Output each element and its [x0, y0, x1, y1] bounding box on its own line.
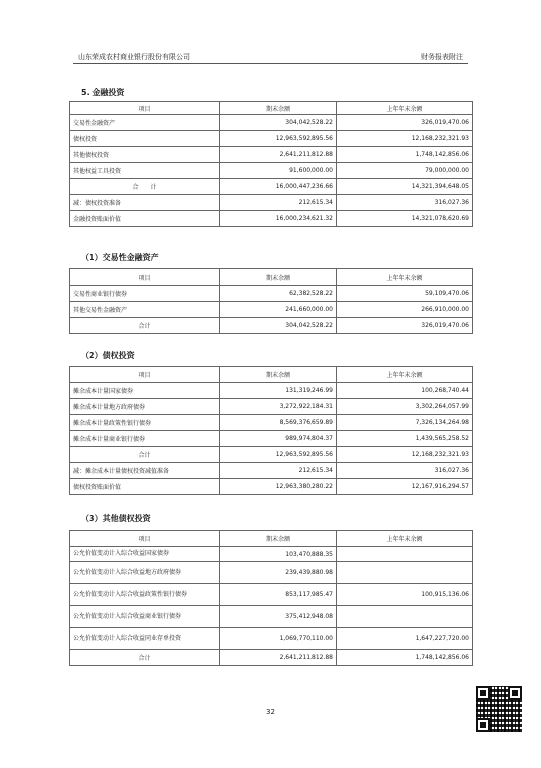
- cell: 266,910,000.00: [337, 302, 473, 318]
- row-label: 交易性商业银行债券: [70, 286, 220, 302]
- subsection-title: （1）交易性金融资产: [81, 253, 159, 262]
- row-label: 公允价值变动计入综合收益政策性银行债券: [70, 584, 220, 606]
- row-label: 金融投资账面价值: [70, 211, 220, 227]
- cell: 1,439,565,258.52: [337, 431, 473, 447]
- cell: 2,641,211,812.88: [220, 147, 337, 163]
- trading-assets-table: [69, 268, 473, 334]
- cell: 79,000,000.00: [337, 163, 473, 179]
- cell: 100,268,740.44: [337, 383, 473, 399]
- row-label: 其他权益工具投资: [70, 163, 220, 179]
- section-name: 财务报表附注: [421, 53, 463, 61]
- col-header: 期末余额: [220, 367, 337, 383]
- row-label: 合计: [70, 318, 220, 334]
- row-label: 减：摊余成本计量债权投资减值准备: [70, 463, 220, 479]
- cell: 326,019,470.06: [337, 318, 473, 334]
- col-header: 项目: [70, 102, 220, 115]
- col-header: 项目: [70, 531, 220, 547]
- cell: 212,615.34: [220, 463, 337, 479]
- cell: 12,963,592,895.56: [220, 131, 337, 147]
- cell: 853,117,985.47: [220, 584, 337, 606]
- cell: 8,569,376,659.89: [220, 415, 337, 431]
- cell: 241,660,000.00: [220, 302, 337, 318]
- row-label: 合 计: [70, 179, 220, 195]
- financial-investment-table: [69, 101, 473, 227]
- table-row: [70, 211, 473, 227]
- table-row: [70, 147, 473, 163]
- cell: 12,963,380,280.22: [220, 479, 337, 495]
- cell: 212,615.34: [220, 195, 337, 211]
- table-row: [70, 163, 473, 179]
- cell: 12,963,592,895.56: [220, 447, 337, 463]
- table-row: [70, 650, 473, 666]
- row-label: 公允价值变动计入综合收益地方政府债券: [70, 562, 220, 584]
- cell: 3,272,922,184.31: [220, 399, 337, 415]
- header-divider: [73, 63, 468, 64]
- cell: [337, 606, 473, 628]
- col-header: 上年年末余额: [337, 269, 473, 286]
- table-row: [70, 584, 473, 606]
- other-debt-investment-table: [69, 530, 473, 666]
- row-label: 债权投资: [70, 131, 220, 147]
- row-label: 摊余成本计量商业银行债券: [70, 431, 220, 447]
- cell: 375,412,948.08: [220, 606, 337, 628]
- cell: 59,109,470.06: [337, 286, 473, 302]
- cell: 2,641,211,812.88: [220, 650, 337, 666]
- cell: 326,019,470.06: [337, 115, 473, 131]
- row-label: 减：债权投资准备: [70, 195, 220, 211]
- cell: 12,168,232,321.93: [337, 131, 473, 147]
- table-row: [70, 463, 473, 479]
- cell: 304,042,528.22: [220, 318, 337, 334]
- cell: 1,647,227,720.00: [337, 628, 473, 650]
- row-label: 摊余成本计量国家债券: [70, 383, 220, 399]
- cell: 304,042,528.22: [220, 115, 337, 131]
- table-row: [70, 286, 473, 302]
- cell: 91,600,000.00: [220, 163, 337, 179]
- col-header: 项目: [70, 367, 220, 383]
- col-header: 上年年末余额: [337, 102, 473, 115]
- section-title: 5. 金融投资: [81, 88, 125, 97]
- row-label: 公允价值变动计入综合收益商业银行债券: [70, 606, 220, 628]
- col-header: 期末余额: [220, 531, 337, 547]
- row-label: 其他债权投资: [70, 147, 220, 163]
- table-row: [70, 479, 473, 495]
- company-name: 山东荣成农村商业银行股份有限公司: [78, 53, 190, 61]
- cell: [337, 547, 473, 562]
- col-header: 上年年末余额: [337, 531, 473, 547]
- table-row: [70, 447, 473, 463]
- row-label: 合计: [70, 650, 220, 666]
- row-label: 债权投资账面价值: [70, 479, 220, 495]
- cell: 62,382,528.22: [220, 286, 337, 302]
- table-row: [70, 606, 473, 628]
- table-row: [70, 131, 473, 147]
- col-header: 项目: [70, 269, 220, 286]
- row-label: 公允价值变动计入综合收益同业存单投资: [70, 628, 220, 650]
- cell: 239,439,880.98: [220, 562, 337, 584]
- row-label: 其他交易性金融资产: [70, 302, 220, 318]
- table-row: [70, 431, 473, 447]
- cell: 316,027.36: [337, 195, 473, 211]
- row-label: 合计: [70, 447, 220, 463]
- cell: 16,000,234,621.32: [220, 211, 337, 227]
- cell: 12,167,916,294.57: [337, 479, 473, 495]
- table-row: [70, 383, 473, 399]
- table-row: [70, 302, 473, 318]
- cell: 131,319,246.99: [220, 383, 337, 399]
- col-header: 上年年末余额: [337, 367, 473, 383]
- table-row: [70, 415, 473, 431]
- table-row: [70, 562, 473, 584]
- table-row: [70, 399, 473, 415]
- subsection-title: （3）其他债权投资: [81, 514, 151, 523]
- cell: 14,321,394,648.05: [337, 179, 473, 195]
- table-row: [70, 195, 473, 211]
- cell: [337, 562, 473, 584]
- table-row: [70, 115, 473, 131]
- cell: 14,321,078,620.69: [337, 211, 473, 227]
- cell: 12,168,232,321.93: [337, 447, 473, 463]
- row-label: 交易性金融资产: [70, 115, 220, 131]
- cell: 1,748,142,856.06: [337, 147, 473, 163]
- cell: 103,470,888.35: [220, 547, 337, 562]
- table-row: [70, 179, 473, 195]
- col-header: 期末余额: [220, 269, 337, 286]
- cell: 7,326,134,264.98: [337, 415, 473, 431]
- table-row: [70, 628, 473, 650]
- row-label: 摊余成本计量政策性银行债券: [70, 415, 220, 431]
- col-header: 期末余额: [220, 102, 337, 115]
- cell: 989,974,804.37: [220, 431, 337, 447]
- cell: 3,302,264,057.99: [337, 399, 473, 415]
- row-label: 摊余成本计量地方政府债券: [70, 399, 220, 415]
- cell: 1,748,142,856.06: [337, 650, 473, 666]
- subsection-title: （2）债权投资: [81, 351, 135, 360]
- qr-code-icon: [476, 686, 522, 732]
- cell: 316,027.36: [337, 463, 473, 479]
- cell: 1,069,770,110.00: [220, 628, 337, 650]
- table-row: [70, 547, 473, 562]
- cell: 100,915,136.06: [337, 584, 473, 606]
- debt-investment-table: [69, 366, 473, 495]
- row-label: 公允价值变动计入综合收益国家债券: [70, 547, 220, 562]
- cell: 16,000,447,236.66: [220, 179, 337, 195]
- table-row: [70, 318, 473, 334]
- page-number: 32: [266, 708, 275, 716]
